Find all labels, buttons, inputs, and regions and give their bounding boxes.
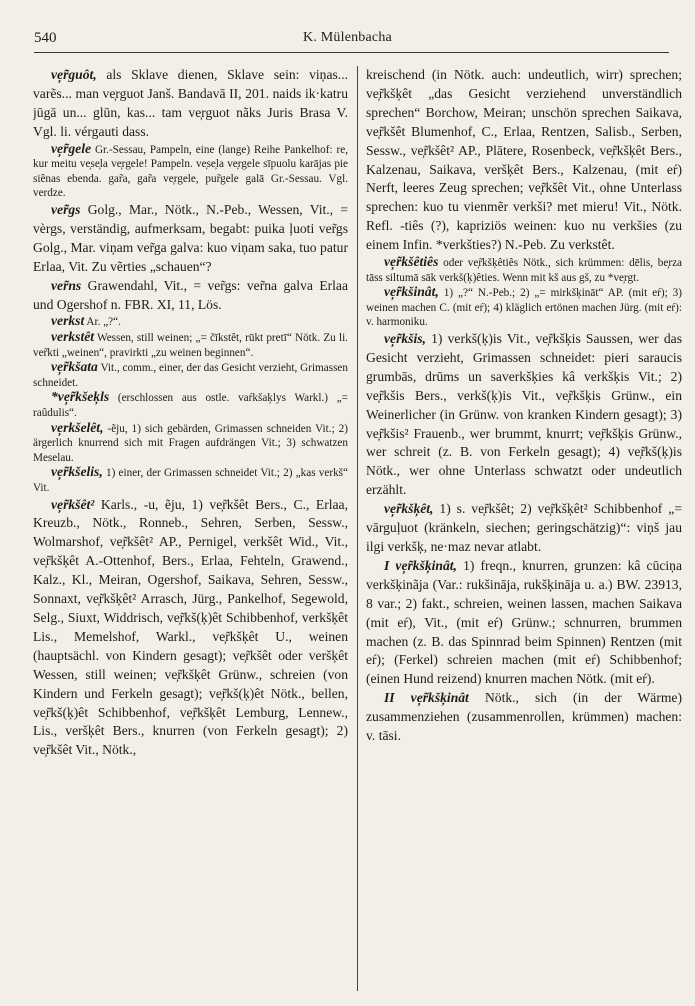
entry-text: Golg., Mar., Nötk., N.-Peb., Wessen, Vit., = vèrgs, verständig, aufmerksam, begabt: puika ļuoti ver̃gs Golg., Mar. viņam ver̃ga galva: kuo viņam saka, tuo patur Erlaa, Vit. Zu vẽrties „schauen“? [33,202,348,274]
column-divider [357,66,358,991]
entry-text: oder ve̦r̃kšķêtiês Nötk., sich krümmen: dēlis, be̦rza tāss siltumā sāk verkš(ķ)êties. Wenn mit kš aus gš, zu *ve̦rgt. [366,257,682,284]
dictionary-entry [366,255,682,285]
entry-headword: ve̦rkšelêt, [51,419,104,435]
entry-headword: ve̦r̃kšinât, [384,284,439,300]
entry-headword: verkst [51,313,85,329]
dictionary-entry [366,500,682,557]
dictionary-entry [33,390,348,420]
entry-text: -ẽju, 1) sich gebärden, Grimassen schneiden Vit.; 2) ärgerlich knurrend sich mit Fragen aufdrängen Vit.; 3) schwatzen Meselau. [33,422,348,464]
entry-text: 1) freqn., knurren, grunzen: kâ cūciņa verkšķinãja (Var.: rukšināja, rukšķināja u. a.) BW. 23913, 8 var.; 2) fakt., schreien, weinen lassen, machen Saikava (mit eŕ), Vit., (mit eŕ) Grünw.; schnurren, brummen machen (z. B. das Spinnrad beim Spinnen) Rentzen (mit eŕ); (Ferkel) schreien machen (mit eŕ) Schibbenhof; (einen Hund reizend) knurren machen Nötk. (mit eŕ). [366,557,682,687]
dictionary-entry [33,142,348,201]
entry-text: Ar. „?“. [86,316,121,329]
right-column [366,66,682,996]
entry-text: Wessen, still weinen; „= čīkstêt, rūkt pretī“ Nötk. Zu li. ver̃kti „weinen“, pravirkti „zu weinen beginnen“. [33,332,348,359]
dictionary-entry [33,314,348,330]
entry-headword: verkstêt [51,329,95,345]
entry-headword: ve̦r̃kšis, [384,331,426,347]
entry-text: 1) s. ve̦r̃kšêt; 2) ve̦r̃kšķêt² Schibbenhof „= vārguļuot (kränkeln, siechen; geringschätzig)“: viņš jau ilgi verkšķ, ne·maz nevar atlabt. [366,501,682,554]
header-rule [34,52,669,53]
entry-headword: ver̃gs [51,202,81,217]
entry-text: (erschlossen aus ostle. vaŕkšaķlys Warkl.) „= raûdulis“. [33,392,348,419]
entry-text: Karls., -u, ẽju, 1) ve̦r̃kšêt Bers., C., Erlaa, Kreuzb., Nötk., Ronneb., Sehren, Serben, Sessw., Wolmarshof, ve̦r̃kšêt² AP., Pernigel, verkšêt Wid., Vit., ve̦r̃kšķêt A.-Ottenhof, Bers., Erlaa, Fehteln, Grawend., Kalz., Kl., Meiran, Ogershof, Saikava, Sehren, Sessw., Sonnaxt, ve̦r̃kšķêt² Arrasch, Jürg., Pankelhof, Segewold, Selg., Siuxt, Widdrisch, ve̦r̃kš(ķ)êt Schibbenhof, verkšķêt Lis., Memelshof, Warkl., ve̦r̃kšķêt U., weinen (hauptsächl. von Kindern gesagt); ve̦r̃kšêt oder veršķêt Wessen, still weinen; ve̦r̃kšķêt Grünw., schreien (von Kindern und Ferkeln gesagt); ve̦r̃kš(ķ)êt Nötk., bellen, ve̦r̃kš(ķ)êt Schibbenhof, ve̦r̃kšķêt Lemburg, Lennew., Lis., veršķêt Bers., knurren (von Ferkeln gesagt); 2) ve̦r̃kšêt Vit., Nötk., [33,496,348,758]
dictionary-entry [366,689,682,746]
page-number: 540 [34,30,57,46]
entry-headword: II ve̦r̃kšķinât [384,690,469,706]
page-header [18,30,677,54]
dictionary-entry [33,330,348,360]
entry-headword: I ve̦r̃kšķinât, [384,557,457,573]
dictionary-entry [366,557,682,689]
dictionary-entry [33,66,348,142]
dictionary-entry [33,421,348,466]
entry-text: 1) verkš(ķ)is Vit., ve̦r̃kšķis Saussen, wer das Gesicht verzieht, Grimassen schneidet: pieri saraucis grumbās, drūms un saverkšķies kâ verkšķis Vit.; 2) ve̦r̃kšis Bers., verkš(ķ)is Vit., ve̦r̃kšķis Grünw., ein Weinerlicher (in Grünw. von kranken Kindern gesagt); 3) ve̦r̃kšis² Frauenb., wer brummt, knurrt; ve̦r̃kšķis Grünw., wer schreit (z. B. von Ferkeln gesagt); 4) ve̦r̃kš(ķ)is Nötk., wer ohne Unterlass schwatzt oder undeutlich erzählt. [366,331,682,498]
entry-headword: ve̦r̃kšata [51,359,98,375]
dictionary-entry [366,285,682,330]
entry-headword: *ve̦r̃kšeķls [51,389,110,405]
running-title: K. Mülenbacha [303,30,392,45]
entry-text: kreischend (in Nötk. auch: undeutlich, wirr) sprechen; ve̦r̃kšķêt „das Gesicht verziehend unverständlich sprechen“ Borchow, Meiran; unschön sprechen Saikava, ve̦r̃kšêt Blumenhof, C., Erlaa, Rentzen, Salisb., Serben, Sessw., ve̦r̃kšêt² AP., Plātere, Rosenbeck, ve̦r̃kšķêt Bers., Kalzenau, Saikava, veršķêt Bers., Kalzenau, (mit eŕ) Nerft, leeres Zeug sprechen; ve̦r̃kšêt Vit., ohne Unterlass sprechen: kuo tu vienmẽr verkši? met mieru! Vit., Nötk. Refl. -tiês (?), kapriziös weinen: kuo nu verkšies (zu einem Infin. *verkšties?) N.-Peb. Zu verkstêt. [366,67,682,253]
dictionary-entry [33,465,348,495]
entry-text: Vit., comm., einer, der das Gesicht verzieht, Grimassen schneidet. [33,362,348,389]
entry-text: Grawendahl, Vit., = ver̃gs: ver̃na galva Erlaa und Ogershof n. FBR. XI, 11, Lös. [33,277,348,312]
left-column [33,66,348,996]
entry-text: als Sklave dienen, Sklave sein: viņas... varẽs... man ve̦rguot Janš. Bandavā II, 201. naids ik·katru jūgā un... glūn, kas... tam ve̦rguot nãks Juris Brasa V. Vgl. li. vérgauti dass. [33,67,348,139]
entry-headword: ver̃ns [51,277,82,293]
entry-headword: ve̦r̃guôt, [51,67,97,82]
dictionary-entry [366,330,682,500]
entry-text: Gr.-Sessau, Pampeln, eine (lange) Reihe Pankelhof: re, kur meitu ve̦se̦la ve̦rgele! Pampeln. ve̦se̦la ve̦rgele sīpuolu karājas pie siênas ebenda. gar̃a, gar̃a ve̦rgele, pur̃gele galā Gr.-Sessau. Vgl. verdze. [33,143,348,200]
dictionary-entry [366,66,682,255]
entry-text: Nötk., sich (in der Wärme) zusammenziehen (zusammenrollen, krümmen) machen: v. tāsi. [366,690,682,744]
dictionary-entry [33,496,348,761]
entry-headword: ve̦r̃kšêtiês [384,254,439,270]
entry-text: 1) „?“ N.-Peb.; 2) „= mirkšķināt“ AP. (mit eŕ); 3) weinen machen C. (mit eŕ); 4) kläglich ertönen machen Jürg. (mit eŕ): v. harmoniku. [366,287,682,329]
entry-headword: ve̦r̃kšêt² [51,496,95,512]
dictionary-entry [33,201,348,277]
entry-headword: ve̦r̃gele [51,140,91,156]
entry-headword: ve̦r̃kšķêt, [384,501,434,517]
entry-headword: ve̦r̃kšelis, [51,464,103,480]
dictionary-entry [33,360,348,390]
dictionary-entry [33,277,348,315]
entry-text: 1) einer, der Grimassen schneidet Vit.; 2) „kas verkš“ Vit. [33,467,348,494]
